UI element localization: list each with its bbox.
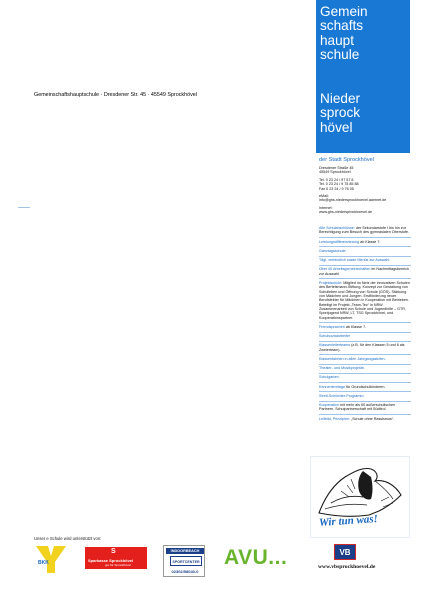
fold-mark <box>18 207 30 208</box>
feature-heading: Schulsozialarbeiter <box>319 334 351 339</box>
feature-item <box>319 281 411 320</box>
feature-divider <box>319 237 411 238</box>
feature-item <box>319 366 411 370</box>
feature-divider <box>319 246 411 247</box>
feature-divider <box>319 354 411 355</box>
contact-block <box>319 166 411 215</box>
school-title-part-1 <box>320 5 368 63</box>
feature-divider <box>319 322 411 323</box>
feature-heading: Leistungsdifferenzierung <box>319 239 360 244</box>
sender-address-line: Gemeinschaftshauptschule · Dresdener Str. 45 · 45549 Sprockhövel <box>34 92 198 98</box>
title-line: haupt <box>320 32 355 48</box>
indoorbeach-logo[interactable] <box>163 545 205 577</box>
bkk-y-icon <box>34 544 68 574</box>
feature-divider <box>319 256 411 257</box>
feature-item <box>319 375 411 379</box>
bkk-label: BKK <box>38 560 49 566</box>
feature-heading: Theater- und Musikprojekte. <box>319 366 365 371</box>
feature-divider <box>319 341 411 342</box>
feature-item <box>319 267 411 276</box>
indoorbeach-title: INDOORBEACH <box>166 548 204 554</box>
feature-heading: Kooperation <box>319 403 339 408</box>
feature-divider <box>319 401 411 402</box>
feature-divider <box>319 265 411 266</box>
feature-text: ab Klasse 7. <box>360 239 381 244</box>
sparkasse-s-icon: S <box>111 548 116 555</box>
feature-heading: Schulgarten. <box>319 375 340 380</box>
title-line: hövel <box>320 119 353 135</box>
feature-text: für Grundschulkinderen. <box>346 384 386 389</box>
feature-heading: Leitbild, Prinzipien: <box>319 416 350 421</box>
feature-item <box>319 258 411 262</box>
sparkasse-name: Sparkasse Sprockhövel <box>88 558 134 563</box>
title-line: Nieder <box>320 91 361 106</box>
volksbank-url[interactable]: www.vbsprockhoevel.de <box>318 564 376 570</box>
indoorbeach-phone: 02302/58040-0 <box>171 569 199 574</box>
feature-item <box>319 343 411 352</box>
sparkasse-claim: gut für Sprockhövel <box>105 563 131 567</box>
feature-divider <box>319 414 411 415</box>
email-link[interactable]: info@ghs-niedersprockhoevel.aamnet.de <box>319 198 387 203</box>
school-title-box <box>316 0 410 153</box>
feature-text: (z.B. für den Klassen 5 und 6 als Zweierteam). <box>319 343 405 352</box>
feature-item <box>319 325 411 329</box>
feature-text: im Nachmittagsbereich zur Auswahl. <box>319 267 409 276</box>
bkk-logo[interactable] <box>34 544 68 574</box>
feature-heading: Alle Schulabschlüsse: <box>319 226 355 230</box>
city: 45549 Sprockhövel <box>319 170 351 175</box>
feature-divider <box>319 364 411 365</box>
indoorbeach-sub: SPORTCENTER <box>170 556 202 566</box>
feature-divider <box>319 373 411 374</box>
mascot-illustration <box>310 456 410 538</box>
feature-heading: Projektschule: <box>319 280 343 285</box>
feature-divider <box>319 278 411 279</box>
feature-item <box>319 357 411 361</box>
feature-item <box>319 226 411 235</box>
feature-divider <box>319 391 411 392</box>
feature-item <box>319 249 411 253</box>
feature-text: „Schule ohne Rassismus“. <box>350 416 395 421</box>
feature-divider <box>319 332 411 333</box>
feature-text: der Sekundarstufe I bis hin zur Berechtigung zum Besuch des gymnasialen Oberstufe. <box>319 226 409 235</box>
feature-item <box>319 394 411 398</box>
feature-item <box>319 240 411 244</box>
volksbank-mark-icon: VB <box>334 544 356 560</box>
feature-heading: Fremdsprachen <box>319 324 345 329</box>
feature-item <box>319 334 411 338</box>
feature-heading: Kennenlerntage <box>319 384 346 389</box>
title-line: sprock <box>320 105 361 121</box>
feature-text: ab Klasse 7. <box>345 324 367 329</box>
feature-text: Mitglied im Netz der innovativen Schulen des Bertelsmann-Stiftung. Konzept zur Gestaltung von Schulleben und Öffnung von Schule (GÖS). Stärkung von Mädchen und Jungen. Erstförderung neuer Berufsfelder für Mädchen in Kooperation mit Betrieben. Beteiligt im Projekt „Team-Tec“ in NRW. Zusammenarbeit von Schule und Jugendhilfe – GTR, Sportjugend NRW, LT, TSG Sprockhövel, und Kooperationspartner. <box>319 280 410 320</box>
email-label: eMail: <box>319 194 329 199</box>
school-features-list <box>319 226 411 423</box>
internet-label: Internet: <box>319 205 333 210</box>
mascot-caption: Wir tun was! <box>318 512 379 530</box>
title-line: schafts <box>320 18 364 34</box>
feature-heading: Tägl. verbindlich sowie Menüs zur Auswahl. <box>319 258 391 263</box>
fax: Fax 0 23 24 / 9 76 05 <box>319 186 354 191</box>
sparkasse-logo[interactable] <box>85 547 147 569</box>
feature-heading: Streit-Schlichter-Programm. <box>319 393 365 398</box>
school-title-part-2 <box>320 92 360 135</box>
title-line: schule <box>320 47 360 63</box>
school-subtitle: der Stadt Sprockhövel <box>319 157 375 163</box>
feature-item <box>319 385 411 389</box>
feature-heading: Über 40 Arbeitsgemeinschaften <box>319 267 371 272</box>
feature-text: mit mehr als 60 außerschulischen Partnern. Schulpartnerschaft mit Südtirol. <box>319 403 396 412</box>
title-line: Gemein <box>320 4 368 19</box>
feature-item <box>319 417 411 421</box>
feature-divider <box>319 382 411 383</box>
website-link[interactable]: www.ghs-niedersprockhoevel.de <box>319 210 373 215</box>
feature-heading: Klassenleiterteams <box>319 343 351 348</box>
street: Dresdener Straße 45 <box>319 166 354 170</box>
feature-item <box>319 403 411 412</box>
sponsors-label: Unser e Schule wird unterstützt von: <box>34 536 102 541</box>
feature-heading: Ganztagsschule: <box>319 248 347 253</box>
avu-logo[interactable]: AVU... <box>224 546 288 569</box>
phone-2: Tel. 0 23 24 / 9 75 85 88 <box>319 182 359 187</box>
feature-heading: Klassenfahrten in allen Jahrgangsstufen. <box>319 356 386 361</box>
phone-1: Tel. 0 23 24 / 97 57 8 <box>319 177 354 182</box>
